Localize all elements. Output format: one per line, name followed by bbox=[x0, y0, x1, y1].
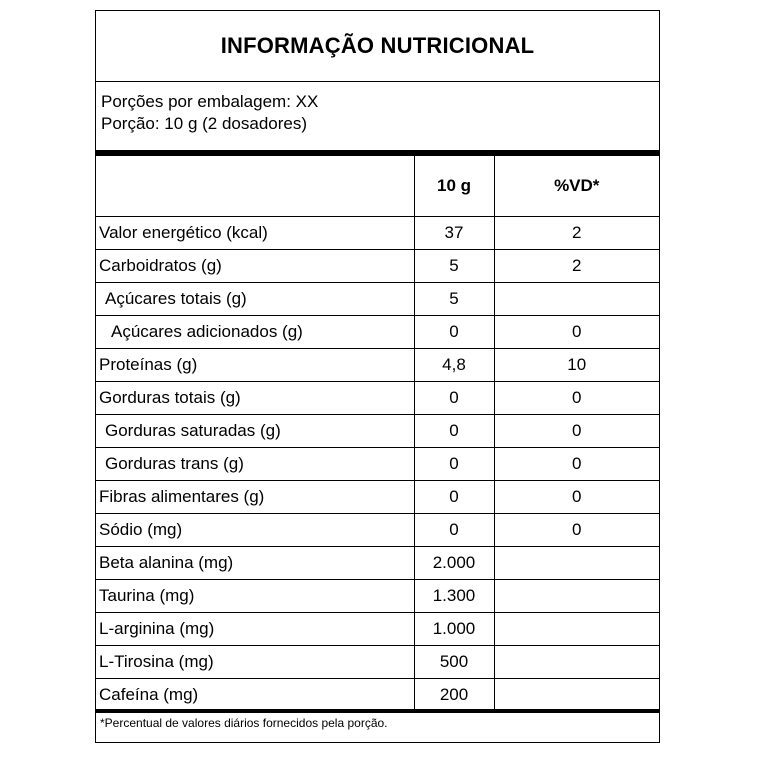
nutrient-amount: 500 bbox=[414, 645, 494, 678]
nutrient-name: L-Tirosina (mg) bbox=[99, 651, 214, 671]
nutrient-daily-value bbox=[494, 546, 659, 579]
nutrient-amount: 0 bbox=[414, 315, 494, 348]
nutrient-daily-value: 0 bbox=[494, 513, 659, 546]
nutrient-name: Gorduras saturadas (g) bbox=[105, 420, 281, 440]
nutrition-facts-label bbox=[95, 10, 660, 743]
table-row bbox=[96, 678, 659, 711]
nutrient-amount: 0 bbox=[414, 513, 494, 546]
nutrient-name: L-arginina (mg) bbox=[99, 618, 215, 638]
nutrient-name-cell bbox=[96, 546, 414, 579]
nutrient-amount: 1.300 bbox=[414, 579, 494, 612]
nutrient-amount: 2.000 bbox=[414, 546, 494, 579]
nutrient-name-cell bbox=[96, 348, 414, 381]
table-row bbox=[96, 414, 659, 447]
nutrient-daily-value bbox=[494, 678, 659, 711]
table-row bbox=[96, 513, 659, 546]
table-row bbox=[96, 546, 659, 579]
nutrient-daily-value bbox=[494, 579, 659, 612]
nutrient-name: Gorduras totais (g) bbox=[99, 387, 241, 407]
nutrient-name: Fibras alimentares (g) bbox=[99, 486, 265, 506]
table-row bbox=[96, 480, 659, 513]
nutrient-amount: 0 bbox=[414, 480, 494, 513]
table-header-row bbox=[96, 156, 659, 216]
table-row bbox=[96, 216, 659, 249]
table-row bbox=[96, 447, 659, 480]
header-nutrient bbox=[96, 156, 414, 216]
nutrient-amount: 37 bbox=[414, 216, 494, 249]
nutrient-name-cell bbox=[96, 249, 414, 282]
table-row bbox=[96, 579, 659, 612]
nutrient-name-cell bbox=[96, 381, 414, 414]
nutrient-name-cell bbox=[96, 315, 414, 348]
nutrient-name-cell bbox=[96, 480, 414, 513]
nutrient-amount: 4,8 bbox=[414, 348, 494, 381]
table-row bbox=[96, 381, 659, 414]
serving-size: Porção: 10 g (2 dosadores) bbox=[101, 114, 308, 133]
nutrient-daily-value: 0 bbox=[494, 315, 659, 348]
nutrient-daily-value: 0 bbox=[494, 381, 659, 414]
nutrient-amount: 0 bbox=[414, 447, 494, 480]
nutrient-daily-value bbox=[494, 282, 659, 315]
nutrient-daily-value: 2 bbox=[494, 249, 659, 282]
servings-per-package: Porções por embalagem: XX bbox=[101, 92, 319, 111]
nutrient-daily-value: 2 bbox=[494, 216, 659, 249]
nutrient-name: Sódio (mg) bbox=[99, 519, 183, 539]
nutrient-name-cell bbox=[96, 447, 414, 480]
portion-info bbox=[101, 91, 318, 135]
nutrient-amount: 0 bbox=[414, 381, 494, 414]
nutrient-amount: 5 bbox=[414, 249, 494, 282]
nutrient-name: Carboidratos (g) bbox=[99, 255, 222, 275]
nutrient-name: Beta alanina (mg) bbox=[99, 552, 234, 572]
nutrient-name-cell bbox=[96, 282, 414, 315]
title-divider bbox=[96, 81, 659, 82]
nutrient-daily-value: 10 bbox=[494, 348, 659, 381]
nutrient-amount: 0 bbox=[414, 414, 494, 447]
nutrient-name: Açúcares adicionados (g) bbox=[111, 321, 303, 341]
nutrient-name: Proteínas (g) bbox=[99, 354, 198, 374]
bottom-divider bbox=[96, 709, 659, 713]
nutrient-name: Valor energético (kcal) bbox=[99, 222, 268, 242]
nutrient-name: Taurina (mg) bbox=[99, 585, 195, 605]
nutrient-name-cell bbox=[96, 645, 414, 678]
nutrient-amount: 200 bbox=[414, 678, 494, 711]
nutrient-name: Gorduras trans (g) bbox=[105, 453, 244, 473]
table-row bbox=[96, 282, 659, 315]
nutrient-name-cell bbox=[96, 678, 414, 711]
nutrition-table bbox=[96, 156, 659, 711]
nutrient-name-cell bbox=[96, 216, 414, 249]
header-daily-value: %VD* bbox=[494, 156, 659, 216]
nutrient-name-cell bbox=[96, 612, 414, 645]
nutrient-daily-value: 0 bbox=[494, 447, 659, 480]
nutrient-daily-value: 0 bbox=[494, 480, 659, 513]
nutrient-name: Açúcares totais (g) bbox=[105, 288, 247, 308]
nutrient-name: Cafeína (mg) bbox=[99, 684, 199, 704]
nutrient-amount: 5 bbox=[414, 282, 494, 315]
footnote: *Percentual de valores diários fornecidos pela porção. bbox=[100, 716, 388, 730]
table-row bbox=[96, 612, 659, 645]
table-row bbox=[96, 315, 659, 348]
table-row bbox=[96, 645, 659, 678]
nutrient-name-cell bbox=[96, 513, 414, 546]
nutrient-daily-value bbox=[494, 612, 659, 645]
table-row bbox=[96, 348, 659, 381]
label-title: INFORMAÇÃO NUTRICIONAL bbox=[220, 33, 535, 58]
table-row bbox=[96, 249, 659, 282]
nutrient-daily-value: 0 bbox=[494, 414, 659, 447]
nutrient-daily-value bbox=[494, 645, 659, 678]
nutrient-name-cell bbox=[96, 414, 414, 447]
header-amount: 10 g bbox=[414, 156, 494, 216]
nutrient-name-cell bbox=[96, 579, 414, 612]
nutrient-amount: 1.000 bbox=[414, 612, 494, 645]
